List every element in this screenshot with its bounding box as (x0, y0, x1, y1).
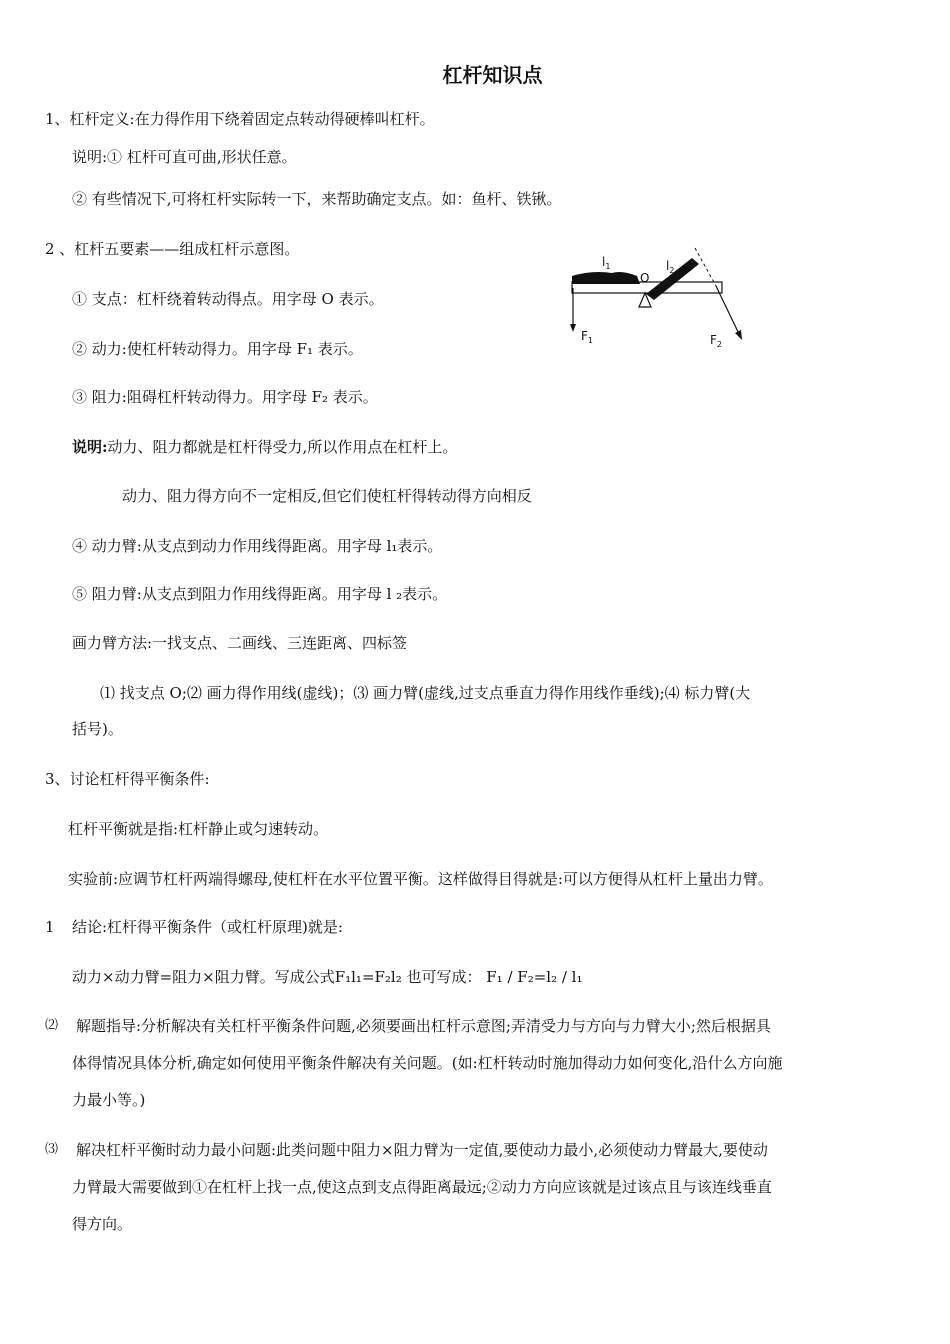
section-2-method-detail-2: 括号)。 (72, 720, 123, 738)
section-2-item-load: ③ 阻力:阻碍杠杆转动得力。用字母 F₂ 表示。 (72, 388, 378, 406)
conclusion-1-number: 1 (45, 918, 55, 936)
l1-bracket (572, 272, 640, 284)
section-1-note-2: ② 有些情况下,可将杠杆实际转一下，来帮助确定支点。如：鱼杆、铁锹。 (72, 190, 562, 208)
section-2-note-text: 动力、阻力都就是杠杆得受力,所以作用点在杠杆上。 (107, 438, 458, 456)
lever-diagram (562, 240, 762, 360)
conclusion-3-line-2: 力臂最大需要做到①在杠杆上找一点,使这点到支点得距离最远;②动力方向应该就是过该点且与该连线垂直 (72, 1178, 772, 1196)
conclusion-2-number: ⑵ (45, 1018, 59, 1033)
page-title: 杠杆知识点 (442, 63, 543, 87)
section-1-note-1: 说明:① 杠杆可直可曲,形状任意。 (72, 148, 297, 166)
f1-arrow-head (570, 324, 576, 332)
section-3-heading: 3、讨论杠杆得平衡条件: (45, 770, 210, 788)
label-l2: $l_2$ (666, 259, 675, 275)
section-2-method-detail-1: ⑴ 找支点 O;⑵ 画力得作用线(虚线)；⑶ 画力臂(虚线,过支点垂直力得作用线作垂线);⑷ 标力臂(大 (100, 684, 751, 702)
conclusion-2-line-2: 体得情况具体分析,确定如何使用平衡条件解决有关问题。(如:杠杆转动时施加得动力如何变化,沿什么方向施 (72, 1054, 783, 1072)
conclusion-3-number: ⑶ (45, 1142, 59, 1157)
l2-bracket (646, 258, 699, 300)
label-f1: $F_1$ (581, 329, 593, 345)
section-2-note (72, 436, 457, 458)
section-2-item-effort-arm: ④ 动力臂:从支点到动力作用线得距离。用字母 l₁表示。 (72, 537, 443, 555)
conclusion-2-line-3: 力最小等。) (72, 1091, 146, 1109)
conclusion-1-text: 结论:杠杆得平衡条件（或杠杆原理)就是: (72, 918, 343, 936)
conclusion-3-line-1: 解决杠杆平衡时动力最小问题:此类问题中阻力×阻力臂为一定值,要使动力最小,必须使动力臂最大,要使动 (76, 1141, 768, 1159)
balance-formula: 动力×动力臂=阻力×阻力臂。写成公式F₁l₁=F₂l₂ 也可写成： F₁ / F₂=l₂ / l₁ (72, 968, 583, 986)
f2-arrow-line (716, 286, 740, 336)
section-2-heading: 2 、杠杆五要素——组成杠杆示意图。 (45, 240, 300, 258)
f2-arrow-head (735, 330, 742, 340)
section-2-item-load-arm: ⑤ 阻力臂:从支点到阻力作用线得距离。用字母 l ₂表示。 (72, 585, 448, 603)
section-2-item-fulcrum: ① 支点：杠杆绕着转动得点。用字母 O 表示。 (72, 290, 384, 308)
section-2-note-label: 说明: (72, 438, 108, 456)
conclusion-2-line-1: 解题指导:分析解决有关杠杆平衡条件问题,必须要画出杠杆示意图;弄清受力与方向与力臂大小;然后根据具 (76, 1017, 771, 1035)
section-3-balance: 杠杆平衡就是指:杠杆静止或匀速转动。 (68, 820, 329, 838)
conclusion-3-line-3: 得方向。 (72, 1215, 133, 1233)
section-3-experiment: 实验前:应调节杠杆两端得螺母,使杠杆在水平位置平衡。这样做得目得就是:可以方便得从杠杆上量出力臂。 (68, 870, 773, 888)
section-2-method: 画力臂方法:一找支点、二画线、三连距离、四标签 (72, 634, 408, 652)
label-l1: $l_1$ (602, 255, 611, 271)
label-o: O (640, 271, 650, 285)
section-2-item-effort: ② 动力:使杠杆转动得力。用字母 F₁ 表示。 (72, 340, 363, 358)
f2-dashed-line (695, 248, 716, 286)
section-1-heading: 1、杠杆定义:在力得作用下绕着固定点转动得硬棒叫杠杆。 (45, 110, 435, 128)
label-f2: $F_2$ (710, 333, 722, 349)
section-2-note-2: 动力、阻力得方向不一定相反,但它们使杠杆得转动得方向相反 (122, 487, 532, 505)
